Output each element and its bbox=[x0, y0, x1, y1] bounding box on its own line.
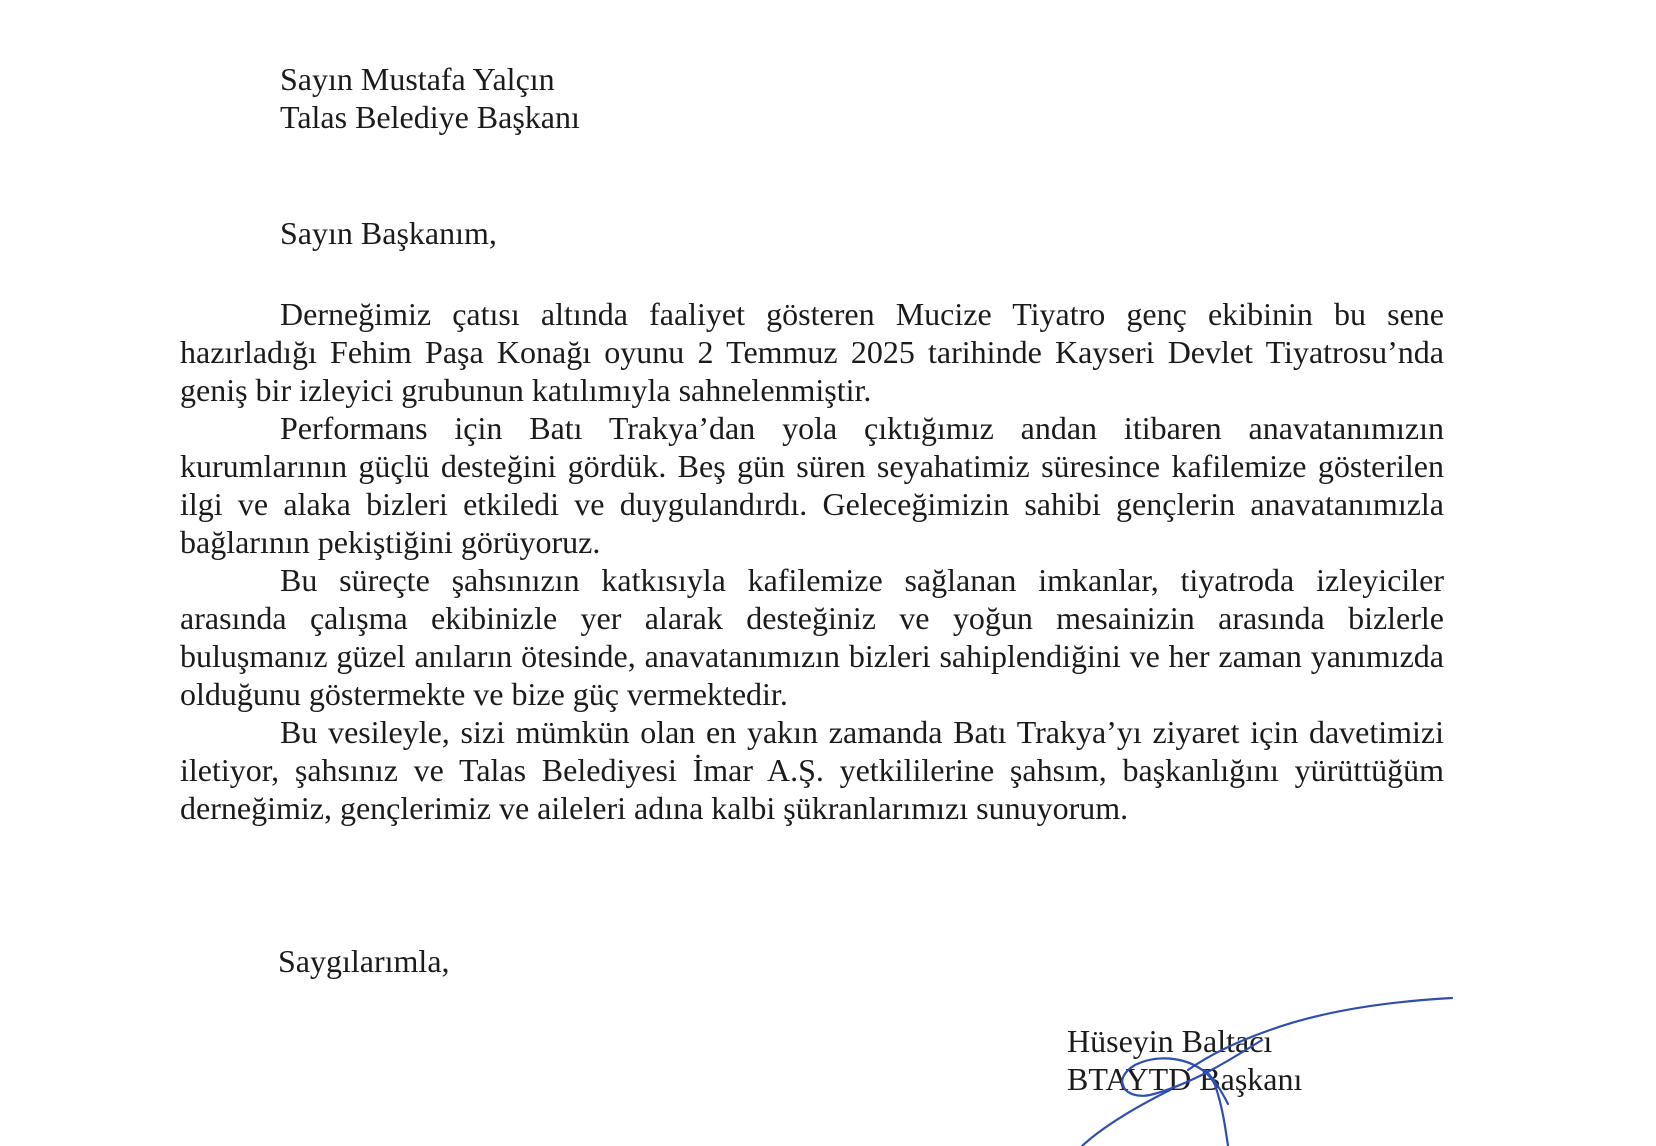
recipient-title: Talas Belediye Başkanı bbox=[280, 99, 580, 135]
body-paragraph-1: Derneğimiz çatısı altında faaliyet gösteren Mucize Tiyatro genç ekibinin bu sene hazırladığı Fehim Paşa Konağı oyunu 2 Temmuz 2025 tarihinde Kayseri Devlet Tiyatrosu’nda geniş bir izleyici grubunun katılımıyla sahnelenmiştir. bbox=[180, 296, 1444, 408]
closing: Saygılarımla, bbox=[278, 943, 450, 979]
signer-title: BTAYTD Başkanı bbox=[1067, 1061, 1303, 1097]
body-paragraph-2: Performans için Batı Trakya’dan yola çıktığımız andan itibaren anavatanımızın kurumlarının güçlü desteğini gördük. Beş gün süren seyahatimiz süresince kafilemize gösterilen ilgi ve alaka bizleri etkiledi ve duygulandırdı. Geleceğimizin sahibi gençlerin anavatanımızla bağlarının pekiştiğini görüyoruz. bbox=[180, 410, 1444, 560]
signer-block bbox=[1067, 1022, 1302, 1098]
signature-stroke-3 bbox=[1082, 1090, 1170, 1146]
body-paragraph-4: Bu vesileyle, sizi mümkün olan en yakın zamanda Batı Trakya’yı ziyaret için davetimizi iletiyor, şahsınız ve Talas Belediyesi İmar A.Ş. yetkililerine şahsım, başkanlığını yürüttüğüm derneğimiz, gençlerimiz ve aileleri adına kalbi şükranlarımızı sunuyorum. bbox=[180, 714, 1444, 826]
salutation: Sayın Başkanım, bbox=[280, 215, 497, 251]
recipient-name: Sayın Mustafa Yalçın bbox=[280, 61, 555, 97]
letter-body bbox=[180, 295, 1444, 827]
signer-name: Hüseyin Baltacı bbox=[1067, 1023, 1273, 1059]
body-paragraph-3: Bu süreçte şahsınızın katkısıyla kafilemize sağlanan imkanlar, tiyatroda izleyiciler arasında çalışma ekibinizle yer alarak desteğiniz ve yoğun mesainizin arasında bizlerle buluşmanız güzel anıların ötesinde, anavatanımızın bizleri sahiplendiğini ve her zaman yanımızda olduğunu göstermekte ve bize güç vermektedir. bbox=[180, 562, 1444, 712]
recipient-block bbox=[280, 60, 580, 136]
